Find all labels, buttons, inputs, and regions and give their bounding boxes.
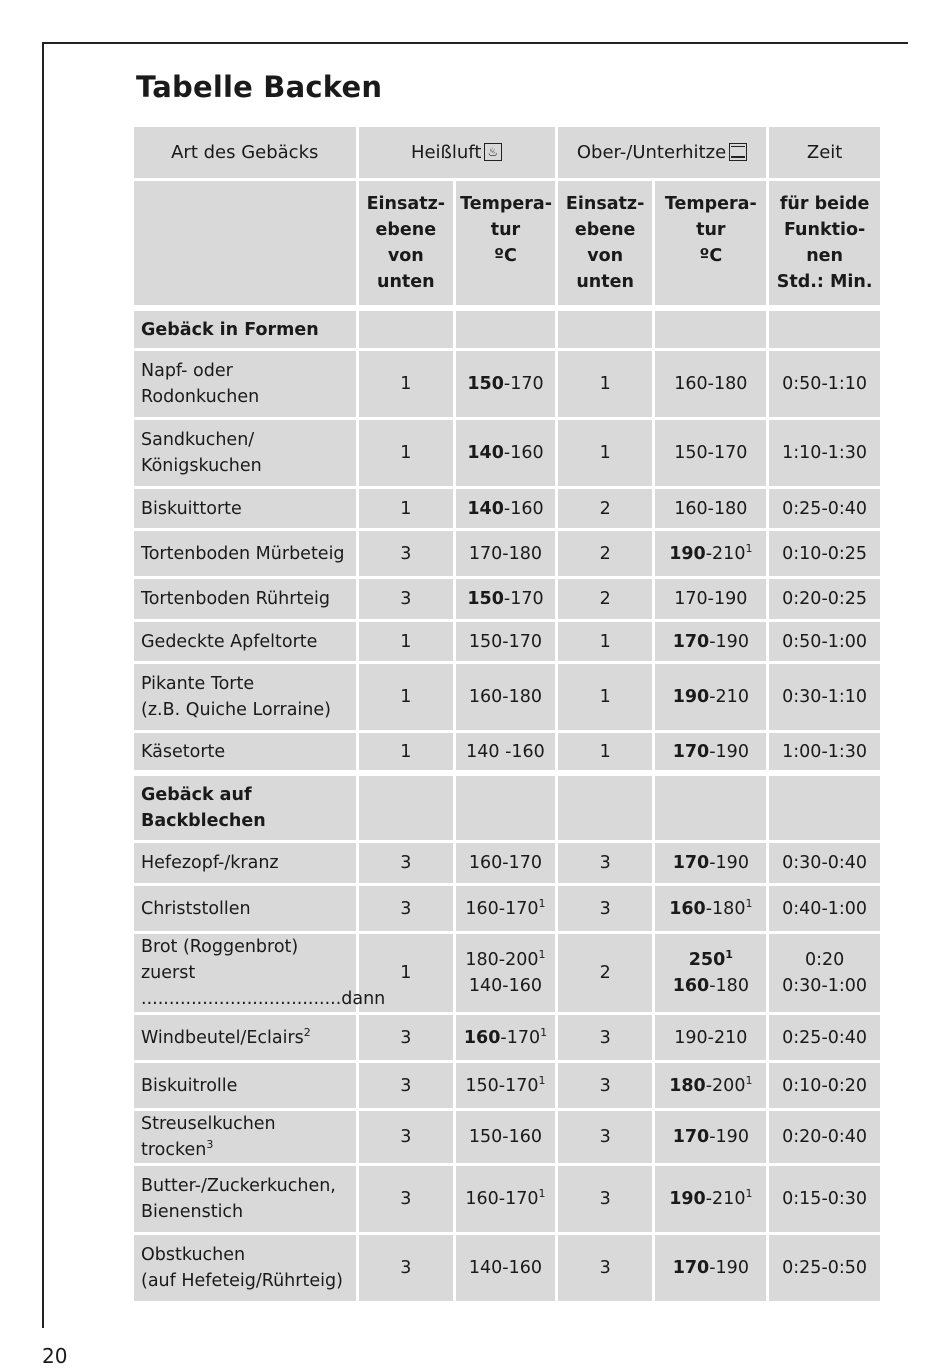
hl-temp: $160-170^1$ xyxy=(456,1166,555,1232)
left-rule xyxy=(42,42,44,1328)
hl-temp: $160-170^1$ xyxy=(456,1015,555,1060)
row-name: Biskuittorte xyxy=(134,489,356,528)
table-row xyxy=(134,934,880,1012)
time: 0:40-1:00 xyxy=(769,886,880,931)
ou-temp: $250^1$ 160-180 xyxy=(655,934,766,1012)
ou-temp: 150-170 xyxy=(655,420,766,486)
section-title: Gebäck in Formen xyxy=(134,311,356,348)
hl-level: 3 xyxy=(359,843,454,883)
time: 0:20-0:25 xyxy=(769,579,880,619)
ou-level: 1 xyxy=(558,733,653,770)
section-row xyxy=(134,311,880,348)
hl-level: 1 xyxy=(359,351,454,417)
row-name: Streuselkuchen trocken$^3$ xyxy=(134,1111,356,1163)
hl-temp: 140-160 xyxy=(456,420,555,486)
hl-level: 3 xyxy=(359,579,454,619)
time: 1:10-1:30 xyxy=(769,420,880,486)
table-row xyxy=(134,622,880,661)
time: 0:50-1:10 xyxy=(769,351,880,417)
hl-level: 1 xyxy=(359,934,454,1012)
ou-level: 2 xyxy=(558,934,653,1012)
ou-temp: 170-190 xyxy=(655,843,766,883)
header-top-bottom: Ober-/Unterhitze xyxy=(558,127,766,178)
hl-level: 3 xyxy=(359,1015,454,1060)
row-name: Pikante Torte (z.B. Quiche Lorraine) xyxy=(134,664,356,730)
subheader-time: für beide Funktio- nen Std.: Min. xyxy=(769,181,880,305)
ou-temp: 160-180 xyxy=(655,351,766,417)
row-name: Butter-/Zuckerkuchen, Bienenstich xyxy=(134,1166,356,1232)
hl-temp: 140-160 xyxy=(456,489,555,528)
time: 0:50-1:00 xyxy=(769,622,880,661)
time: 1:00-1:30 xyxy=(769,733,880,770)
section-title: Gebäck auf Backblechen xyxy=(134,776,356,840)
row-name: Hefezopf-/kranz xyxy=(134,843,356,883)
fan-oven-icon xyxy=(484,143,502,161)
row-name: Windbeutel/Eclairs$^2$ xyxy=(134,1015,356,1060)
hl-temp: 170-180 xyxy=(456,531,555,576)
row-name: Tortenboden Rührteig xyxy=(134,579,356,619)
ou-level: 3 xyxy=(558,1063,653,1108)
page-number: 20 xyxy=(42,1344,68,1368)
ou-level: 3 xyxy=(558,1111,653,1163)
table-row xyxy=(134,420,880,486)
header-hot-air: Heißluft♨ xyxy=(359,127,555,178)
table-row xyxy=(134,733,880,770)
ou-temp: 160-180 xyxy=(655,489,766,528)
ou-level: 2 xyxy=(558,579,653,619)
time: 0:25-0:40 xyxy=(769,489,880,528)
table-row xyxy=(134,1063,880,1108)
table-row xyxy=(134,886,880,931)
hl-temp: $160-170^1$ xyxy=(456,886,555,931)
ou-level: 2 xyxy=(558,489,653,528)
hl-level: 3 xyxy=(359,1063,454,1108)
ou-level: 3 xyxy=(558,1235,653,1301)
table-row xyxy=(134,1111,880,1163)
hl-temp: 140 -160 xyxy=(456,733,555,770)
ou-temp: 170-190 xyxy=(655,579,766,619)
hl-level: 1 xyxy=(359,420,454,486)
row-name: Käsetorte xyxy=(134,733,356,770)
ou-level: 3 xyxy=(558,886,653,931)
subheader-empty xyxy=(134,181,356,305)
section-row xyxy=(134,776,880,840)
ou-temp: 170-190 xyxy=(655,1111,766,1163)
ou-temp: $160-180^1$ xyxy=(655,886,766,931)
ou-level: 1 xyxy=(558,351,653,417)
ou-temp: 170-190 xyxy=(655,733,766,770)
top-rule xyxy=(42,42,908,44)
hl-level: 1 xyxy=(359,733,454,770)
ou-level: 3 xyxy=(558,843,653,883)
hl-temp: 150-170 xyxy=(456,622,555,661)
hl-temp: $150-170^1$ xyxy=(456,1063,555,1108)
time: 0:30-1:10 xyxy=(769,664,880,730)
time: 0:20 0:30-1:00 xyxy=(769,934,880,1012)
subheader-ou-level: Einsatz- ebene von unten xyxy=(558,181,653,305)
row-name: Tortenboden Mürbeteig xyxy=(134,531,356,576)
row-name: Napf- oder Rodonkuchen xyxy=(134,351,356,417)
page-title: Tabelle Backen xyxy=(136,70,383,104)
hl-temp: 160-180 xyxy=(456,664,555,730)
time: 0:30-0:40 xyxy=(769,843,880,883)
ou-temp: 190-210 xyxy=(655,1015,766,1060)
table-row xyxy=(134,1015,880,1060)
hl-temp: 150-170 xyxy=(456,579,555,619)
ou-temp: $190-210^1$ xyxy=(655,531,766,576)
subheader-row xyxy=(134,181,880,305)
baking-table xyxy=(131,124,883,1304)
hl-level: 3 xyxy=(359,886,454,931)
hl-level: 3 xyxy=(359,1235,454,1301)
top-bottom-heat-icon xyxy=(729,143,747,161)
table-row xyxy=(134,1235,880,1301)
hl-temp: 140-160 xyxy=(456,1235,555,1301)
ou-level: 1 xyxy=(558,622,653,661)
ou-level: 3 xyxy=(558,1166,653,1232)
table-row xyxy=(134,579,880,619)
table-row xyxy=(134,843,880,883)
ou-temp: $190-210^1$ xyxy=(655,1166,766,1232)
hl-level: 3 xyxy=(359,531,454,576)
subheader-hl-level: Einsatz- ebene von unten xyxy=(359,181,454,305)
header-row xyxy=(134,127,880,178)
row-name: Christstollen xyxy=(134,886,356,931)
ou-level: 1 xyxy=(558,664,653,730)
hl-temp: 150-170 xyxy=(456,351,555,417)
hl-level: 3 xyxy=(359,1166,454,1232)
time: 0:25-0:50 xyxy=(769,1235,880,1301)
ou-temp: $180-200^1$ xyxy=(655,1063,766,1108)
ou-level: 1 xyxy=(558,420,653,486)
ou-temp: 190-210 xyxy=(655,664,766,730)
row-name: Sandkuchen/ Königskuchen xyxy=(134,420,356,486)
ou-temp: 170-190 xyxy=(655,622,766,661)
hl-temp: 150-160 xyxy=(456,1111,555,1163)
row-name: Obstkuchen (auf Hefeteig/Rührteig) xyxy=(134,1235,356,1301)
hl-level: 1 xyxy=(359,489,454,528)
row-name: Biskuitrolle xyxy=(134,1063,356,1108)
ou-temp: 170-190 xyxy=(655,1235,766,1301)
row-name: Gedeckte Apfeltorte xyxy=(134,622,356,661)
header-time: Zeit xyxy=(769,127,880,178)
time: 0:10-0:20 xyxy=(769,1063,880,1108)
table-row xyxy=(134,351,880,417)
table-row xyxy=(134,1166,880,1232)
ou-level: 3 xyxy=(558,1015,653,1060)
table-row xyxy=(134,664,880,730)
time: 0:20-0:40 xyxy=(769,1111,880,1163)
hl-temp: $180-200^1$ 140-160 xyxy=(456,934,555,1012)
time: 0:15-0:30 xyxy=(769,1166,880,1232)
header-art: Art des Gebäcks xyxy=(134,127,356,178)
time: 0:10-0:25 xyxy=(769,531,880,576)
hl-level: 1 xyxy=(359,664,454,730)
table-row xyxy=(134,531,880,576)
row-name: Brot (Roggenbrot) zuerst ....................................dann xyxy=(134,934,356,1012)
subheader-hl-temp: Tempera- tur ºC xyxy=(456,181,555,305)
hl-level: 1 xyxy=(359,622,454,661)
subheader-ou-temp: Tempera- tur ºC xyxy=(655,181,766,305)
hl-temp: 160-170 xyxy=(456,843,555,883)
table-row xyxy=(134,489,880,528)
hl-level: 3 xyxy=(359,1111,454,1163)
time: 0:25-0:40 xyxy=(769,1015,880,1060)
ou-level: 2 xyxy=(558,531,653,576)
